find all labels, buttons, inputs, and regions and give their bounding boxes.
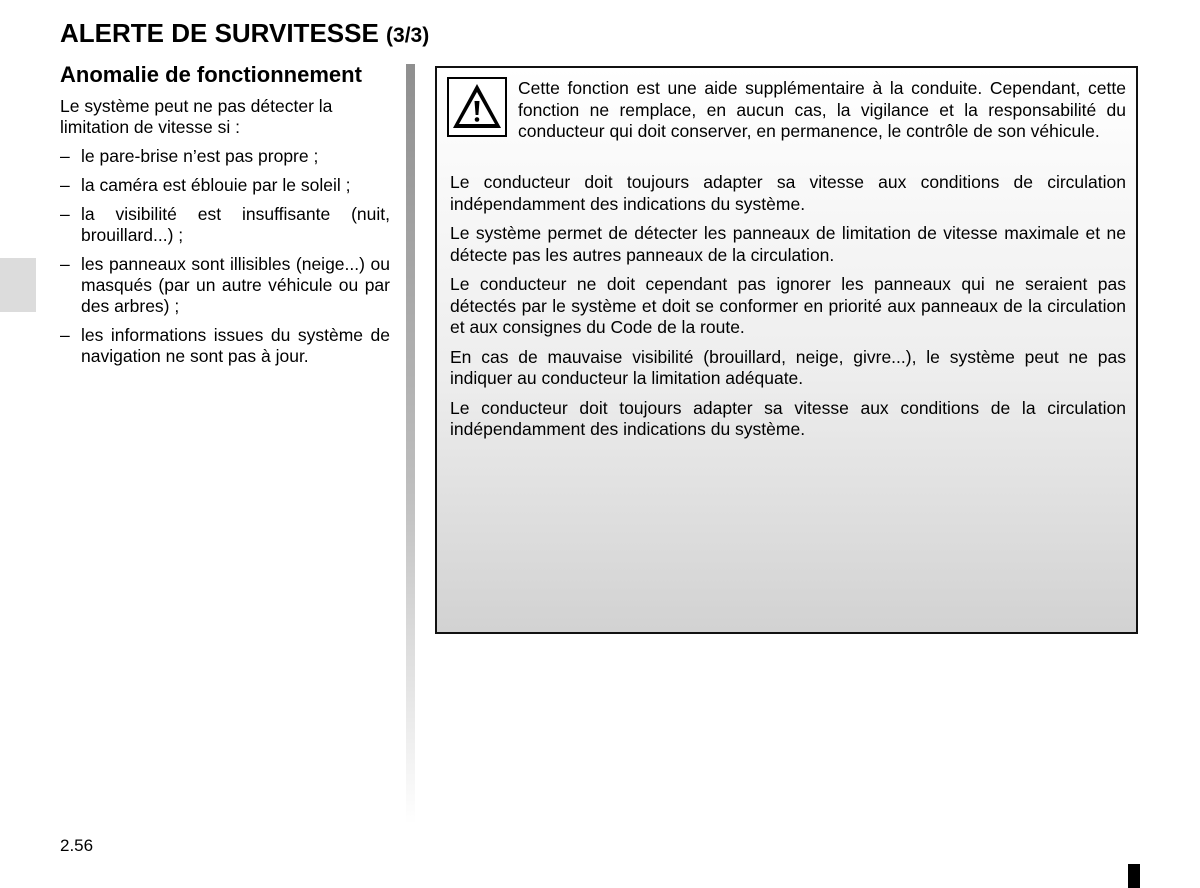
intro-text: Le système peut ne pas détecter la limitation de vitesse si : <box>60 96 333 137</box>
warning-paragraph: Le conducteur ne doit cependant pas ignorer les panneaux qui ne seraient pas détectés par le système et doit se conformer en priorité aux panneaux de la circulation et aux consignes du Code de la route. <box>450 274 1126 337</box>
page-number: 2.56 <box>60 836 94 855</box>
warning-triangle-icon <box>447 77 507 137</box>
page-title-text: ALERTE DE SURVITESSE <box>60 18 379 48</box>
bullet-dash: – <box>60 146 70 166</box>
causes-list <box>60 146 390 375</box>
warning-paragraph: Le conducteur doit toujours adapter sa vitesse aux conditions de la circulation indépendamment des indications du système. <box>450 397 1126 439</box>
warning-paragraph: Cette fonction est une aide supplémentaire à la conduite. Cependant, cette fonction ne remplace, en aucun cas, la vigilance et la responsabilité du conducteur qui doit conserver, en permanence, le contrôle de son véhicule. <box>518 78 1126 141</box>
list-item <box>60 325 390 367</box>
warning-paragraph: En cas de mauvaise visibilité (brouillard, neige, givre...), le système peut ne pas indiquer au conducteur la limitation adéquate. <box>450 346 1126 388</box>
list-item <box>60 175 390 196</box>
bullet-dash: – <box>60 204 70 224</box>
warning-body <box>450 172 1126 449</box>
list-item-text: la caméra est éblouie par le soleil ; <box>81 175 351 195</box>
bullet-dash: – <box>60 175 70 195</box>
warning-paragraph: Le conducteur doit toujours adapter sa vitesse aux conditions de circulation indépendamment des indications du système. <box>450 172 1126 214</box>
list-item <box>60 254 390 317</box>
page-corner-mark <box>1128 864 1140 888</box>
page-title <box>60 18 429 49</box>
column-divider <box>406 64 415 824</box>
list-item-text: le pare-brise n’est pas propre ; <box>81 146 319 166</box>
page-part-indicator: (3/3) <box>386 24 430 47</box>
warning-box <box>435 66 1138 634</box>
list-item <box>60 204 390 246</box>
list-item-text: la visibilité est insuffisante (nuit, brouillard...) ; <box>81 204 390 245</box>
list-item-text: les informations issues du système de navigation ne sont pas à jour. <box>81 325 390 366</box>
chapter-tab <box>0 258 36 312</box>
list-item-text: les panneaux sont illisibles (neige...) ou masqués (par un autre véhicule ou par des arbres) ; <box>81 254 390 316</box>
bullet-dash: – <box>60 325 70 345</box>
section-heading: Anomalie de fonctionnement <box>60 62 362 87</box>
list-item <box>60 146 390 167</box>
bullet-dash: – <box>60 254 70 274</box>
warning-paragraph: Le système permet de détecter les panneaux de limitation de vitesse maximale et ne détecte pas les autres panneaux de la circulation. <box>450 223 1126 265</box>
